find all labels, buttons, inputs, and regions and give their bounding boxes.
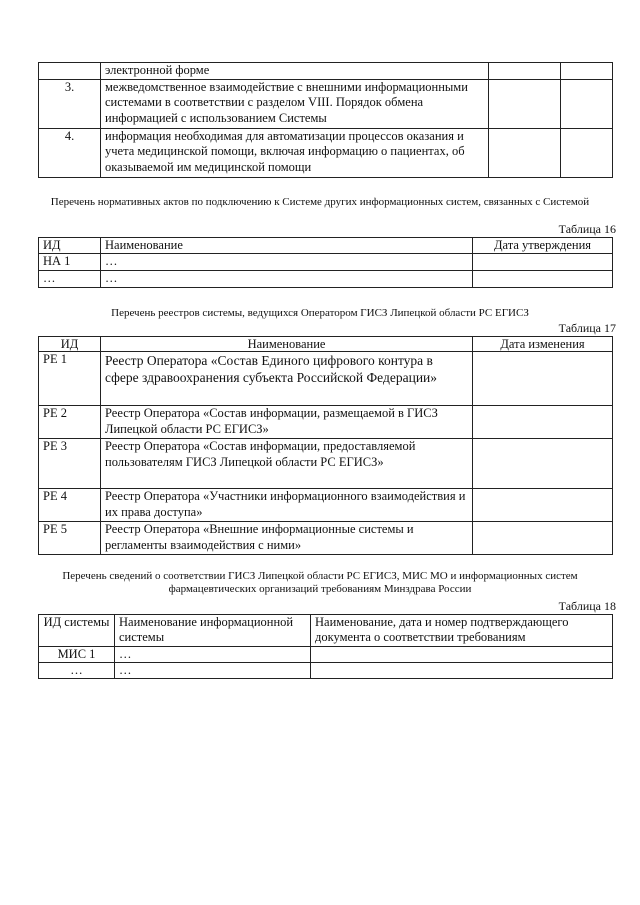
compliance-table [38,614,613,679]
cell-document [311,663,613,679]
row-number: 3. [39,79,101,128]
table-row [39,128,613,177]
cell-name: Реестр Оператора «Участники информационного взаимодействия и их права доступа» [101,489,473,522]
cell-name: Реестр Оператора «Состав информации, размещаемой в ГИСЗ Липецкой области РС ЕГИСЗ» [101,406,473,439]
row-number: 4. [39,128,101,177]
header-document: Наименование, дата и номер подтверждающего документа о соответствии требованиям [311,615,613,647]
cell-name: … [101,271,473,288]
cell-id: … [39,271,101,288]
table-row [39,647,613,663]
table-label-18: Таблица 18 [558,599,616,613]
table-row [39,406,613,439]
row-text: информация необходимая для автоматизации процессов оказания и учета медицинской помощи, включая информацию о пациентах, об оказываемой им медицинской помощи [101,128,489,177]
cell-document [311,647,613,663]
section-caption-18: Перечень сведений о соответствии ГИСЗ Липецкой области РС ЕГИСЗ, МИС МО и информационных систем фармацевтических организаций требованиям Минздрава России [62,570,578,595]
table-row [39,522,613,555]
normative-acts-table [38,237,613,288]
table-row [39,63,613,80]
cell-id: РЕ 3 [39,439,101,489]
header-name: Наименование [101,238,473,254]
table-header-row [39,238,613,254]
table-header-row [39,337,613,352]
table-row [39,439,613,489]
table-row [39,254,613,271]
section-caption-16: Перечень нормативных актов по подключению к Системе других информационных систем, связанных с Системой [50,196,590,208]
cell-date [473,271,613,288]
cell-name: … [115,663,311,679]
cell-id: … [39,663,115,679]
row-number [39,63,101,80]
cell-name: Реестр Оператора «Состав информации, предоставляемой пользователям ГИСЗ Липецкой области РС ЕГИСЗ» [101,439,473,489]
cell-id: РЕ 4 [39,489,101,522]
cell-date [473,439,613,489]
header-system-id: ИД системы [39,615,115,647]
header-id: ИД [39,238,101,254]
table-row [39,271,613,288]
table-row [39,352,613,406]
requirements-table-continuation [38,62,613,178]
table-row [39,489,613,522]
table-label-17: Таблица 17 [558,321,616,335]
row-text: электронной форме [101,63,489,80]
cell-date [473,522,613,555]
header-name: Наименование [101,337,473,352]
cell-date [473,352,613,406]
cell-id: РЕ 5 [39,522,101,555]
table-label-16: Таблица 16 [558,222,616,236]
cell-date [473,406,613,439]
section-caption-17: Перечень реестров системы, ведущихся Оператором ГИСЗ Липецкой области РС ЕГИСЗ [111,307,529,319]
header-date: Дата утверждения [473,238,613,254]
table-row [39,79,613,128]
registries-table [38,336,613,555]
cell-name: Реестр Оператора «Внешние информационные системы и регламенты взаимодействия с ними» [101,522,473,555]
cell-name: … [115,647,311,663]
header-id: ИД [39,337,101,352]
header-date: Дата изменения [473,337,613,352]
cell-id: МИС 1 [39,647,115,663]
table-header-row [39,615,613,647]
cell-name: … [101,254,473,271]
cell-id: НА 1 [39,254,101,271]
row-text: межведомственное взаимодействие с внешними информационными системами в соответствии с разделом VIII. Порядок обмена информацией с использованием Системы [101,79,489,128]
header-system-name: Наименование информационной системы [115,615,311,647]
cell-id: РЕ 1 [39,352,101,406]
cell-date [473,489,613,522]
table-row [39,663,613,679]
cell-date [473,254,613,271]
cell-name: Реестр Оператора «Состав Единого цифрового контура в сфере здравоохранения субъекта Российской Федерации» [101,352,473,406]
cell-id: РЕ 2 [39,406,101,439]
